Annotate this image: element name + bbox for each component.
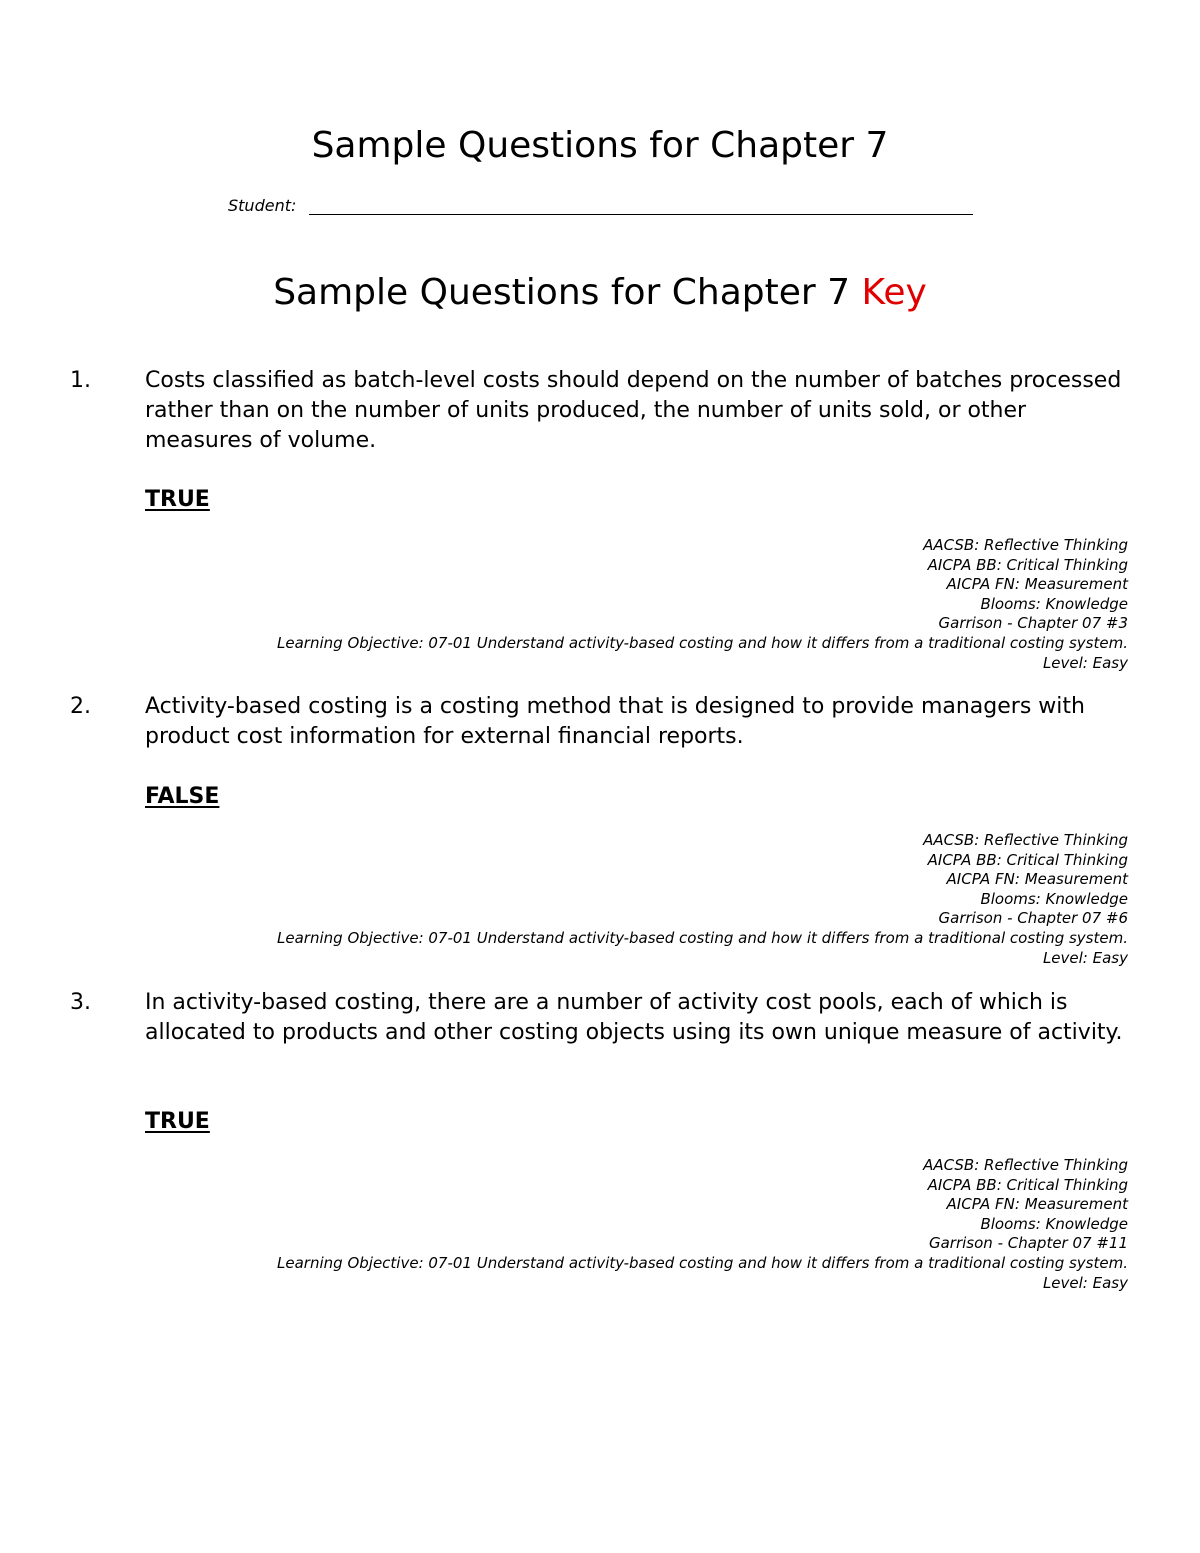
meta-aicpa-bb: AICPA BB: Critical Thinking <box>927 850 1128 869</box>
meta-level: Level: Easy <box>1042 1273 1128 1292</box>
question-answer: TRUE <box>145 1109 210 1134</box>
meta-aacsb: AACSB: Reflective Thinking <box>923 536 1128 554</box>
meta-source: Garrison - Chapter 07 #11 <box>928 1234 1128 1253</box>
student-field[interactable] <box>228 194 973 218</box>
question-metadata <box>128 536 1128 673</box>
meta-aicpa-fn: AICPA FN: Measurement <box>946 1195 1128 1214</box>
question-text: In activity-based costing, there are a number of activity cost pools, each of which is allocated to products and other costing objects using its own unique measure of activity. <box>145 990 1123 1045</box>
document-title: Sample Questions for Chapter 7 <box>311 125 889 166</box>
student-blank-line[interactable] <box>309 214 973 215</box>
question-answer: TRUE <box>145 487 210 512</box>
question-number: 1. <box>70 368 91 393</box>
meta-aacsb: AACSB: Reflective Thinking <box>923 831 1128 849</box>
meta-source: Garrison - Chapter 07 #6 <box>938 909 1128 928</box>
meta-aacsb: AACSB: Reflective Thinking <box>923 1156 1128 1174</box>
question-number: 2. <box>70 694 91 719</box>
question-metadata <box>128 1156 1128 1293</box>
meta-level: Level: Easy <box>1042 653 1128 672</box>
meta-level: Level: Easy <box>1042 948 1128 967</box>
question-number: 3. <box>70 990 91 1015</box>
meta-blooms: Blooms: Knowledge <box>980 889 1128 908</box>
key-title-key: Key <box>861 272 927 313</box>
question-answer: FALSE <box>145 784 220 809</box>
student-label: Student: <box>228 196 297 215</box>
meta-aicpa-fn: AICPA FN: Measurement <box>946 870 1128 889</box>
meta-blooms: Blooms: Knowledge <box>980 594 1128 613</box>
meta-aicpa-fn: AICPA FN: Measurement <box>946 575 1128 594</box>
meta-learning-objective: Learning Objective: 07-01 Understand activity-based costing and how it differs from a traditional costing system. <box>277 633 1128 652</box>
key-title-main: Sample Questions for Chapter 7 <box>273 272 851 313</box>
question-text: Activity-based costing is a costing method that is designed to provide managers with product cost information for external financial reports. <box>145 694 1085 749</box>
question-text: Costs classified as batch-level costs should depend on the number of batches processed rather than on the number of units produced, the number of units sold, or other measures of volume. <box>145 368 1122 453</box>
meta-learning-objective: Learning Objective: 07-01 Understand activity-based costing and how it differs from a traditional costing system. <box>277 1253 1128 1272</box>
meta-learning-objective: Learning Objective: 07-01 Understand activity-based costing and how it differs from a traditional costing system. <box>277 928 1128 947</box>
question-metadata <box>128 831 1128 968</box>
meta-aicpa-bb: AICPA BB: Critical Thinking <box>927 555 1128 574</box>
key-title <box>0 270 1200 316</box>
meta-aicpa-bb: AICPA BB: Critical Thinking <box>927 1175 1128 1194</box>
meta-blooms: Blooms: Knowledge <box>980 1214 1128 1233</box>
meta-source: Garrison - Chapter 07 #3 <box>938 614 1128 633</box>
